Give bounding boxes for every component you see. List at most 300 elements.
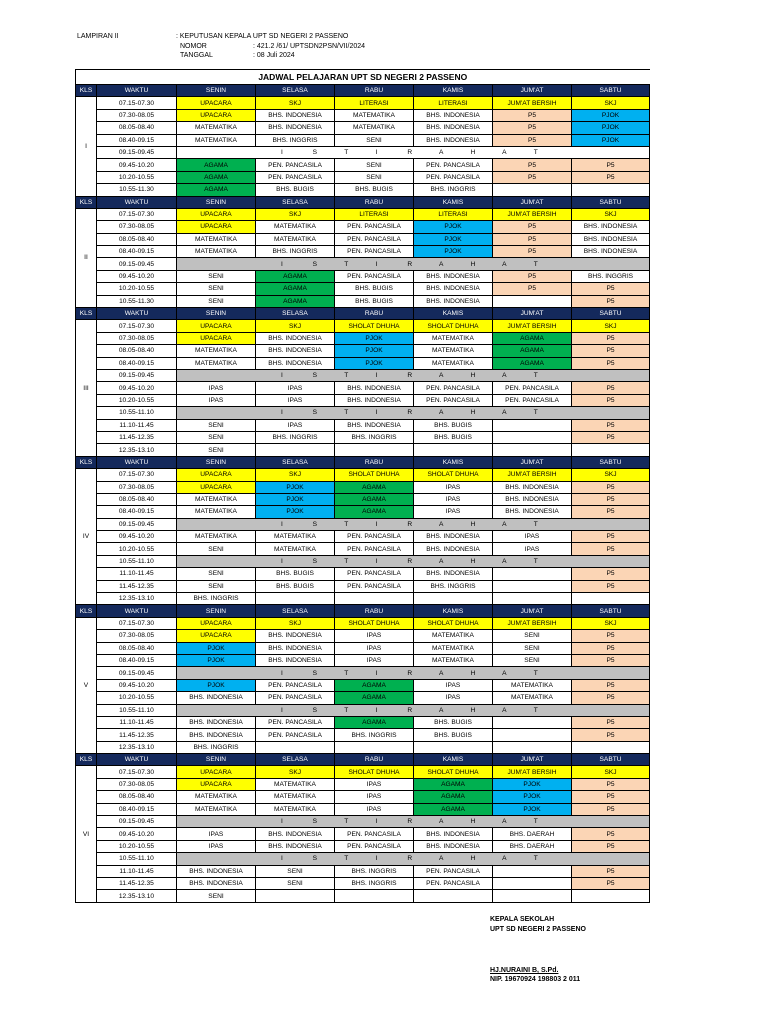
column-header: RABU xyxy=(335,456,414,468)
istirahat-letter: H xyxy=(470,260,476,268)
subject-cell: BHS. DAERAH xyxy=(493,840,572,852)
subject-cell: PEN. PANCASILA xyxy=(256,159,335,171)
subject-cell: BHS. INDONESIA xyxy=(256,332,335,344)
istirahat-letter: R xyxy=(407,706,413,714)
column-header: RABU xyxy=(335,605,414,617)
time-cell: 08.40-09.15 xyxy=(97,246,177,258)
istirahat-letter: A xyxy=(438,409,444,417)
subject-cell: P5 xyxy=(572,295,650,307)
table-row xyxy=(76,283,650,295)
subject-cell: PEN. PANCASILA xyxy=(335,221,414,233)
column-header: SELASA xyxy=(256,85,335,97)
subject-cell: AGAMA xyxy=(414,778,493,790)
table-row xyxy=(76,134,650,146)
subject-cell: PEN. PANCASILA xyxy=(335,568,414,580)
istirahat-letter: T xyxy=(533,706,538,714)
subject-cell: UPACARA xyxy=(177,778,256,790)
istirahat-letter: I xyxy=(375,149,378,157)
table-row xyxy=(76,444,650,456)
subject-cell: PEN. PANCASILA xyxy=(335,246,414,258)
istirahat-cell xyxy=(177,518,650,530)
subject-cell: MATEMATIKA xyxy=(493,679,572,691)
column-header: WAKTU xyxy=(97,85,177,97)
subject-cell: BHS. INDONESIA xyxy=(256,109,335,121)
istirahat-letter: S xyxy=(312,706,317,714)
subject-cell: IPAS xyxy=(414,692,493,704)
table-row xyxy=(76,803,650,815)
istirahat-letter: T xyxy=(344,669,349,677)
subject-cell: BHS. INDONESIA xyxy=(414,109,493,121)
time-cell: 11.45-12.35 xyxy=(97,729,177,741)
istirahat-letter: A xyxy=(502,260,507,268)
column-header: KAMIS xyxy=(414,85,493,97)
column-header: WAKTU xyxy=(97,196,177,208)
subject-cell: UPACARA xyxy=(177,221,256,233)
subject-cell: P5 xyxy=(572,654,650,666)
subject-cell: SENI xyxy=(177,431,256,443)
subject-cell: BHS. INGGRIS xyxy=(335,878,414,890)
subject-cell: IPAS xyxy=(177,382,256,394)
istirahat-letter: R xyxy=(407,558,413,566)
subject-cell: LITERASI xyxy=(414,97,493,109)
istirahat-letter: I xyxy=(281,706,283,714)
subject-cell: SENI xyxy=(335,171,414,183)
subject-cell: P5 xyxy=(572,283,650,295)
istirahat-letter: S xyxy=(312,855,317,863)
subject-cell xyxy=(335,741,414,753)
break-row xyxy=(76,407,650,419)
subject-cell: SHOLAT DHUHA xyxy=(414,617,493,629)
subject-cell: BHS. INDONESIA xyxy=(256,642,335,654)
istirahat-letter: I xyxy=(281,149,283,157)
istirahat-letter: A xyxy=(502,520,507,528)
time-cell: 10.20-10.55 xyxy=(97,692,177,704)
subject-cell: P5 xyxy=(572,791,650,803)
subject-cell: P5 xyxy=(572,419,650,431)
table-title: JADWAL PELAJARAN UPT SD NEGERI 2 PASSENO xyxy=(76,70,650,85)
table-row xyxy=(76,828,650,840)
istirahat-letter: I xyxy=(281,855,283,863)
column-header: WAKTU xyxy=(97,456,177,468)
break-row xyxy=(76,258,650,270)
subject-cell: PEN. PANCASILA xyxy=(335,270,414,282)
subject-cell xyxy=(572,444,650,456)
subject-cell xyxy=(256,444,335,456)
subject-cell: SENI xyxy=(335,134,414,146)
subject-cell: BHS. INDONESIA xyxy=(414,270,493,282)
subject-cell: BHS. BUGIS xyxy=(414,716,493,728)
subject-cell: PJOK xyxy=(493,791,572,803)
istirahat-letter: T xyxy=(533,520,538,528)
time-cell: 07.15-07.30 xyxy=(97,320,177,332)
subject-cell: IPAS xyxy=(335,803,414,815)
table-row xyxy=(76,766,650,778)
time-cell: 11.10-11.45 xyxy=(97,865,177,877)
subject-cell: MATEMATIKA xyxy=(414,654,493,666)
time-cell: 08.05-08.40 xyxy=(97,233,177,245)
subject-cell: P5 xyxy=(493,283,572,295)
subject-cell: MATEMATIKA xyxy=(177,345,256,357)
subject-cell: P5 xyxy=(493,270,572,282)
column-header: WAKTU xyxy=(97,754,177,766)
istirahat-letter: H xyxy=(470,706,476,714)
column-header: SABTU xyxy=(572,754,650,766)
istirahat-cell xyxy=(177,704,650,716)
tanggal-label: TANGGAL xyxy=(180,52,213,59)
subject-cell: BHS. BUGIS xyxy=(335,295,414,307)
subject-cell: SKJ xyxy=(572,766,650,778)
istirahat-letter: H xyxy=(470,818,476,826)
table-row xyxy=(76,692,650,704)
break-row xyxy=(76,146,650,158)
subject-cell: PEN. PANCASILA xyxy=(256,692,335,704)
istirahat-letter: A xyxy=(502,558,507,566)
subject-cell: P5 xyxy=(572,679,650,691)
table-row xyxy=(76,419,650,431)
istirahat-letter: H xyxy=(470,855,476,863)
subject-cell: BHS. INGGRIS xyxy=(335,729,414,741)
subject-cell: AGAMA xyxy=(493,332,572,344)
class-label: III xyxy=(76,320,97,456)
subject-cell: PJOK xyxy=(493,778,572,790)
istirahat-letter: A xyxy=(502,818,507,826)
subject-cell: IPAS xyxy=(335,654,414,666)
time-cell: 12.35-13.10 xyxy=(97,890,177,902)
time-cell: 08.05-08.40 xyxy=(97,345,177,357)
nomor-value: : 421.2 /61/ UPTSDN2PSN/VII/2024 xyxy=(253,42,366,50)
table-row xyxy=(76,543,650,555)
subject-cell xyxy=(572,741,650,753)
time-cell: 09.45-10.20 xyxy=(97,159,177,171)
subject-cell xyxy=(414,890,493,902)
subject-cell: P5 xyxy=(572,493,650,505)
istirahat-letter: I xyxy=(375,260,378,268)
column-header: KLS xyxy=(76,196,97,208)
class-label: VI xyxy=(76,766,97,902)
subject-cell: PJOK xyxy=(572,122,650,134)
time-cell: 09.15-09.45 xyxy=(97,369,177,381)
subject-cell: BHS. INDONESIA xyxy=(414,840,493,852)
subject-cell: MATEMATIKA xyxy=(177,493,256,505)
istirahat-letter: H xyxy=(470,558,476,566)
subject-cell: UPACARA xyxy=(177,97,256,109)
istirahat-letter: I xyxy=(281,372,283,380)
time-cell: 11.45-12.35 xyxy=(97,878,177,890)
subject-cell: SHOLAT DHUHA xyxy=(414,320,493,332)
subject-cell xyxy=(414,741,493,753)
subject-cell: MATEMATIKA xyxy=(256,778,335,790)
table-row xyxy=(76,332,650,344)
time-cell: 11.45-12.35 xyxy=(97,580,177,592)
subject-cell: BHS. BUGIS xyxy=(256,568,335,580)
subject-cell: BHS. INDONESIA xyxy=(572,246,650,258)
subject-cell: BHS. INDONESIA xyxy=(493,493,572,505)
column-header: SENIN xyxy=(177,85,256,97)
istirahat-letter: A xyxy=(502,706,507,714)
table-row xyxy=(76,122,650,134)
subject-cell: MATEMATIKA xyxy=(177,791,256,803)
break-row xyxy=(76,667,650,679)
istirahat-letter: T xyxy=(533,558,538,566)
subject-cell xyxy=(414,444,493,456)
table-row xyxy=(76,109,650,121)
istirahat-letter: A xyxy=(502,409,507,417)
subject-cell: UPACARA xyxy=(177,469,256,481)
column-header: WAKTU xyxy=(97,308,177,320)
column-header: RABU xyxy=(335,308,414,320)
table-row xyxy=(76,654,650,666)
subject-cell: BHS. BUGIS xyxy=(256,580,335,592)
subject-cell: SKJ xyxy=(572,97,650,109)
time-cell: 10.55-11.30 xyxy=(97,295,177,307)
istirahat-letter: H xyxy=(470,669,476,677)
istirahat-letter: T xyxy=(533,260,538,268)
subject-cell: BHS. INDONESIA xyxy=(256,122,335,134)
subject-cell: MATEMATIKA xyxy=(177,233,256,245)
subject-cell: PEN. PANCASILA xyxy=(414,394,493,406)
subject-cell: BHS. INDONESIA xyxy=(414,568,493,580)
table-row xyxy=(76,617,650,629)
istirahat-cell xyxy=(177,816,650,828)
header-row xyxy=(76,605,650,617)
istirahat-letter: I xyxy=(375,372,378,380)
istirahat-letter: S xyxy=(312,260,317,268)
subject-cell: SHOLAT DHUHA xyxy=(335,320,414,332)
subject-cell: IPAS xyxy=(414,506,493,518)
subject-cell: AGAMA xyxy=(335,692,414,704)
subject-cell: SHOLAT DHUHA xyxy=(335,469,414,481)
column-header: JUM'AT xyxy=(493,456,572,468)
subject-cell: P5 xyxy=(493,109,572,121)
subject-cell xyxy=(493,878,572,890)
istirahat-letter: A xyxy=(438,260,444,268)
istirahat-letter: R xyxy=(407,260,413,268)
time-cell: 10.55-11.10 xyxy=(97,555,177,567)
break-row xyxy=(76,704,650,716)
istirahat-cell xyxy=(177,258,650,270)
signature-name: HJ.NURAINI B, S.Pd. xyxy=(490,967,559,974)
istirahat-letter: A xyxy=(438,520,444,528)
subject-cell: MATEMATIKA xyxy=(414,332,493,344)
subject-cell: SHOLAT DHUHA xyxy=(414,469,493,481)
subject-cell: AGAMA xyxy=(493,345,572,357)
time-cell: 10.55-11.30 xyxy=(97,184,177,196)
subject-cell: SENI xyxy=(177,543,256,555)
subject-cell xyxy=(572,593,650,605)
table-row xyxy=(76,716,650,728)
table-row xyxy=(76,394,650,406)
subject-cell: P5 xyxy=(493,134,572,146)
subject-cell: PEN. PANCASILA xyxy=(493,394,572,406)
subject-cell xyxy=(493,580,572,592)
table-row xyxy=(76,159,650,171)
istirahat-letter: I xyxy=(281,520,283,528)
subject-cell: AGAMA xyxy=(414,791,493,803)
istirahat-cell xyxy=(177,555,650,567)
subject-cell: SKJ xyxy=(256,617,335,629)
subject-cell xyxy=(335,890,414,902)
subject-cell: PJOK xyxy=(414,221,493,233)
column-header: RABU xyxy=(335,85,414,97)
column-header: SABTU xyxy=(572,456,650,468)
subject-cell: P5 xyxy=(572,431,650,443)
subject-cell: SENI xyxy=(335,159,414,171)
time-cell: 12.35-13.10 xyxy=(97,741,177,753)
istirahat-cell xyxy=(177,407,650,419)
istirahat-letter: I xyxy=(281,558,283,566)
column-header: SELASA xyxy=(256,754,335,766)
subject-cell: SKJ xyxy=(572,617,650,629)
column-header: JUM'AT xyxy=(493,605,572,617)
time-cell: 10.20-10.55 xyxy=(97,283,177,295)
time-cell: 08.40-09.15 xyxy=(97,506,177,518)
subject-cell: P5 xyxy=(572,692,650,704)
subject-cell: P5 xyxy=(572,778,650,790)
subject-cell: PEN. PANCASILA xyxy=(414,171,493,183)
subject-cell: AGAMA xyxy=(177,171,256,183)
subject-cell: UPACARA xyxy=(177,208,256,220)
subject-cell: IPAS xyxy=(177,828,256,840)
subject-cell: SHOLAT DHUHA xyxy=(414,766,493,778)
istirahat-letter: I xyxy=(375,855,378,863)
table-row xyxy=(76,580,650,592)
table-row xyxy=(76,382,650,394)
subject-cell: SENI xyxy=(177,444,256,456)
istirahat-letter: A xyxy=(438,372,444,380)
subject-cell: MATEMATIKA xyxy=(177,506,256,518)
istirahat-letter: A xyxy=(502,855,507,863)
subject-cell: MATEMATIKA xyxy=(256,791,335,803)
istirahat-letter: R xyxy=(407,409,413,417)
subject-cell: BHS. INDONESIA xyxy=(177,692,256,704)
table-row xyxy=(76,270,650,282)
istirahat-letter: S xyxy=(312,669,317,677)
istirahat-letter: I xyxy=(375,706,378,714)
subject-cell: PEN. PANCASILA xyxy=(335,580,414,592)
istirahat-letter: R xyxy=(407,520,413,528)
subject-cell: SENI xyxy=(177,580,256,592)
time-cell: 08.05-08.40 xyxy=(97,791,177,803)
column-header: SABTU xyxy=(572,196,650,208)
subject-cell: SHOLAT DHUHA xyxy=(335,766,414,778)
subject-cell: P5 xyxy=(493,122,572,134)
subject-cell: PEN. PANCASILA xyxy=(335,828,414,840)
table-row xyxy=(76,481,650,493)
table-row xyxy=(76,246,650,258)
column-header: KLS xyxy=(76,605,97,617)
column-header: KLS xyxy=(76,308,97,320)
istirahat-letter: I xyxy=(281,818,283,826)
time-cell: 07.30-08.05 xyxy=(97,109,177,121)
subject-cell xyxy=(493,716,572,728)
subject-cell: P5 xyxy=(572,642,650,654)
subject-cell: BHS. INDONESIA xyxy=(177,878,256,890)
subject-cell: UPACARA xyxy=(177,320,256,332)
istirahat-letter: S xyxy=(312,520,317,528)
subject-cell: SHOLAT DHUHA xyxy=(335,617,414,629)
signature-school: UPT SD NEGERI 2 PASSENO xyxy=(490,925,586,933)
subject-cell: IPAS xyxy=(177,840,256,852)
subject-cell: AGAMA xyxy=(335,481,414,493)
istirahat-letter: A xyxy=(438,669,444,677)
time-cell: 09.45-10.20 xyxy=(97,270,177,282)
subject-cell: SENI xyxy=(177,568,256,580)
subject-cell: JUM'AT BERSIH xyxy=(493,617,572,629)
subject-cell: IPAS xyxy=(414,493,493,505)
istirahat-letter: A xyxy=(502,372,507,380)
subject-cell: MATEMATIKA xyxy=(414,357,493,369)
subject-cell: SENI xyxy=(493,630,572,642)
subject-cell: P5 xyxy=(572,332,650,344)
subject-cell: P5 xyxy=(572,171,650,183)
subject-cell: MATEMATIKA xyxy=(177,803,256,815)
column-header: WAKTU xyxy=(97,605,177,617)
subject-cell: MATEMATIKA xyxy=(256,531,335,543)
column-header: KAMIS xyxy=(414,754,493,766)
time-cell: 07.30-08.05 xyxy=(97,630,177,642)
subject-cell: PEN. PANCASILA xyxy=(414,159,493,171)
column-header: JUM'AT xyxy=(493,754,572,766)
table-row xyxy=(76,171,650,183)
time-cell: 10.55-11.10 xyxy=(97,407,177,419)
subject-cell: BHS. INDONESIA xyxy=(335,419,414,431)
istirahat-letter: R xyxy=(407,372,413,380)
subject-cell: P5 xyxy=(572,568,650,580)
subject-cell: BHS. INGGRIS xyxy=(256,431,335,443)
subject-cell: MATEMATIKA xyxy=(177,134,256,146)
istirahat-letter: T xyxy=(533,409,538,417)
subject-cell: P5 xyxy=(572,531,650,543)
subject-cell: PEN. PANCASILA xyxy=(335,543,414,555)
subject-cell: PJOK xyxy=(335,357,414,369)
subject-cell: SENI xyxy=(256,878,335,890)
table-row xyxy=(76,320,650,332)
subject-cell: UPACARA xyxy=(177,617,256,629)
subject-cell xyxy=(493,729,572,741)
subject-cell: SKJ xyxy=(256,320,335,332)
subject-cell: P5 xyxy=(572,840,650,852)
break-row xyxy=(76,518,650,530)
subject-cell: BHS. INDONESIA xyxy=(572,221,650,233)
subject-cell: BHS. INDONESIA xyxy=(414,543,493,555)
istirahat-letter: R xyxy=(407,669,413,677)
time-cell: 10.20-10.55 xyxy=(97,394,177,406)
time-cell: 07.15-07.30 xyxy=(97,617,177,629)
subject-cell: PEN. PANCASILA xyxy=(414,878,493,890)
time-cell: 11.10-11.45 xyxy=(97,568,177,580)
subject-cell: P5 xyxy=(572,394,650,406)
subject-cell: IPAS xyxy=(256,419,335,431)
subject-cell: SKJ xyxy=(256,97,335,109)
subject-cell: P5 xyxy=(572,506,650,518)
subject-cell: JUM'AT BERSIH xyxy=(493,766,572,778)
time-cell: 11.45-12.35 xyxy=(97,431,177,443)
subject-cell: PEN. PANCASILA xyxy=(335,840,414,852)
subject-cell: AGAMA xyxy=(256,270,335,282)
subject-cell: P5 xyxy=(572,630,650,642)
subject-cell: P5 xyxy=(572,382,650,394)
istirahat-cell xyxy=(177,369,650,381)
time-cell: 09.45-10.20 xyxy=(97,531,177,543)
table-row xyxy=(76,357,650,369)
table-row xyxy=(76,295,650,307)
istirahat-cell xyxy=(177,667,650,679)
istirahat-letter: S xyxy=(312,409,317,417)
time-cell: 07.15-07.30 xyxy=(97,469,177,481)
column-header: SABTU xyxy=(572,605,650,617)
subject-cell xyxy=(493,593,572,605)
subject-cell: BHS. BUGIS xyxy=(414,419,493,431)
